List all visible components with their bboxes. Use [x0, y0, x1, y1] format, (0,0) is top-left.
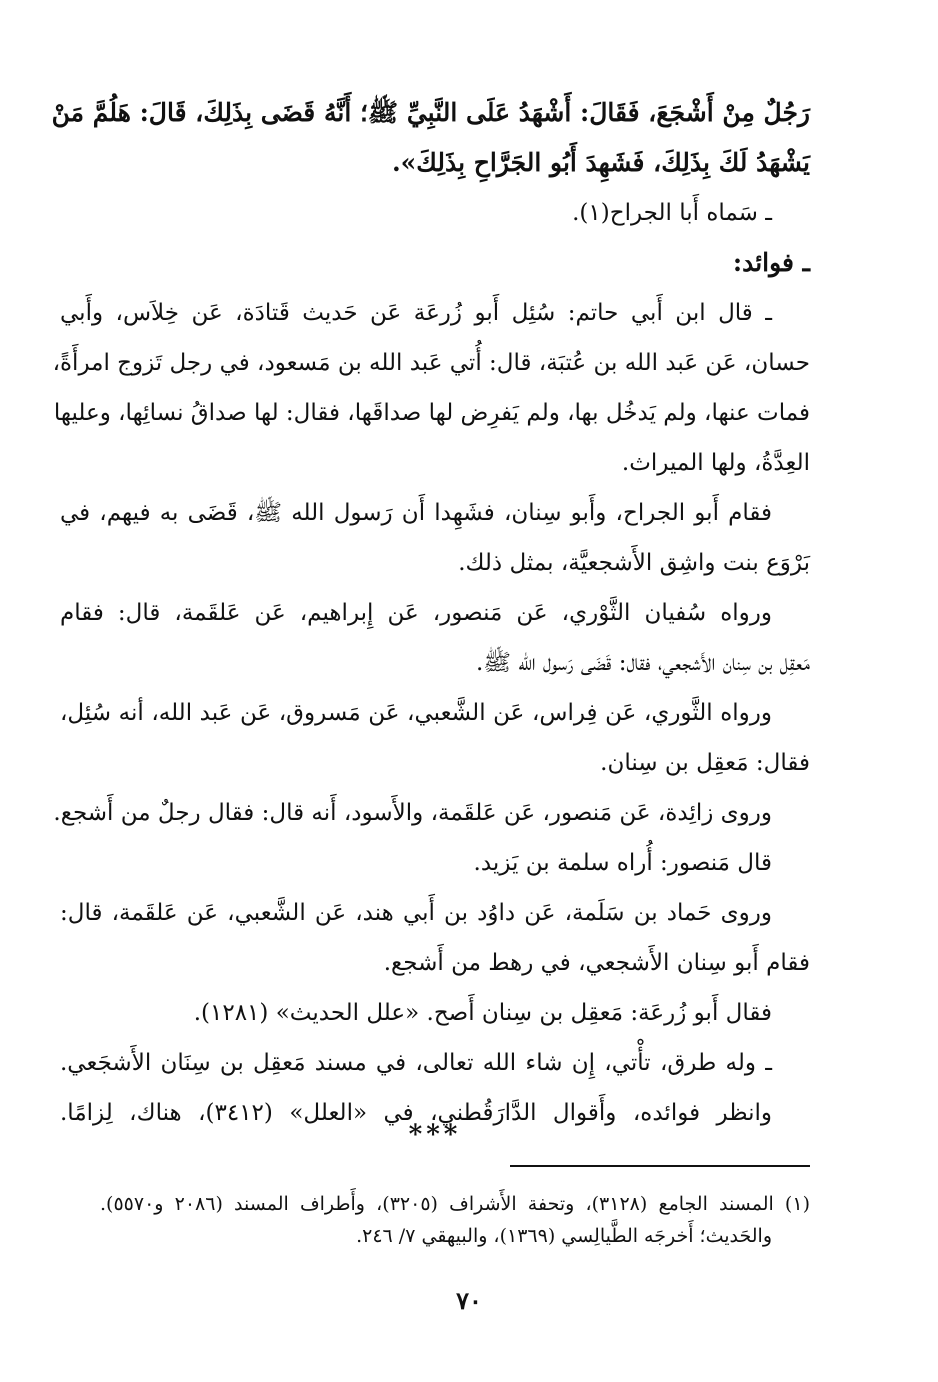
text-line: فقال: مَعقِل بن سِنان.	[600, 750, 810, 776]
text-line: يَشْهَدُ لَكَ بِذَلِكَ، فَشَهِدَ أَبُو الجَرَّاحِ بِذَلِكَ».	[391, 148, 810, 177]
text-line: ـ وله طرق، تأْتي، إِن شاء الله تعالى، في مسند مَعقِل بن سِنَان الأَشجَعي.	[60, 1050, 772, 1076]
text-line: بَرْوَع بنت واشِق الأَشجعيَّة، بمثل ذلك.	[458, 550, 810, 576]
text-line: مَعقِل بن سِنان الأَشجعي، فقال: قَضَى رَسول الله ﷺ.	[476, 650, 810, 676]
footnotes	[100, 1188, 810, 1252]
text-line: ورواه سُفيان الثَّوْري، عَن مَنصور، عَن إِبراهيم، عَن عَلقَمة، قال: فقام	[60, 600, 772, 626]
footnote-line: والحَديث؛ أَخرجَه الطَّيالِسي (١٣٦٩)، والبيهقي ٧/ ٢٤٦.	[356, 1225, 772, 1247]
text-line: فقام أَبو الجراح، وأَبو سِنان، فشَهِدا أَن رَسول الله ﷺ، قَضَى به فيهم، في	[60, 500, 772, 526]
text-line: فقام أَبو سِنان الأَشجعي، في رهط من أَشجع.	[383, 950, 810, 976]
text-line: ورواه الثَّوري، عَن فِراس، عَن الشَّعبي، عَن مَسروق، عَن عَبد الله، أنه سُئِل،	[60, 700, 772, 726]
text-line: ـ قال ابن أَبي حاتم: سُئِل أَبو زُرعَة عَن حَديث قَتادَة، عَن خِلاَس، وأَبي	[60, 300, 772, 326]
page-number: ٧٠	[456, 1286, 482, 1315]
text-line: ـ فوائد:	[732, 248, 810, 277]
text-line: العِدَّةُ، ولها الميراث.	[621, 450, 810, 476]
text-line: حسان، عَن عَبد الله بن عُتبَة، قال: أُتي عَبد الله بن مَسعود، في رجل تَزوج امرأَةً،	[52, 350, 810, 376]
text-line: وروى حَماد بن سَلَمة، عَن داوُد بن أَبي هند، عَن الشَّعبي، عَن عَلقَمة، قال:	[60, 900, 772, 926]
text-line: وانظر فوائده، وأَقوال الدَّارَقُطني، في «العلل» (٣٤١٢)، هناك، لِزامًا.	[60, 1100, 772, 1126]
text-line: وروى زائِدة، عَن مَنصور، عَن عَلقَمة، والأَسود، أَنه قال: فقال رجلٌ من أَشجع.	[53, 800, 772, 826]
text-line: قال مَنصور: أُراه سلمة بن يَزيد.	[473, 850, 772, 876]
text-line: ـ سَماه أَبا الجراح(١).	[572, 200, 772, 226]
separator-stars: ***	[408, 1120, 462, 1150]
main-text	[51, 88, 810, 1138]
footnote-line: (١) المسند الجامع (٣١٢٨)، وتحفة الأَشراف (٣٢٠٥)، وأَطراف المسند (٢٠٨٦ و٥٥٧٠).	[100, 1193, 810, 1215]
footnote-rule	[510, 1165, 810, 1167]
section-separator	[60, 1112, 810, 1158]
text-line: رَجُلٌ مِنْ أَشْجَعَ، فَقَالَ: أَشْهَدُ عَلَى النَّبِيِّ ﷺ؛ أَنَّهُ قَضَى بِذَلِكَ، قَالَ: هَلُمَّ مَنْ	[51, 98, 810, 127]
text-line: فقال أَبو زُرعَة: مَعقِل بن سِنان أَصح. «علل الحديث» (١٢٨١).	[193, 1000, 772, 1026]
text-line: فمات عنها، ولم يَدخُل بها، ولم يَفرِض لها صداقَها، فقال: لها صداقُ نسائِها، وعليها	[53, 400, 810, 426]
